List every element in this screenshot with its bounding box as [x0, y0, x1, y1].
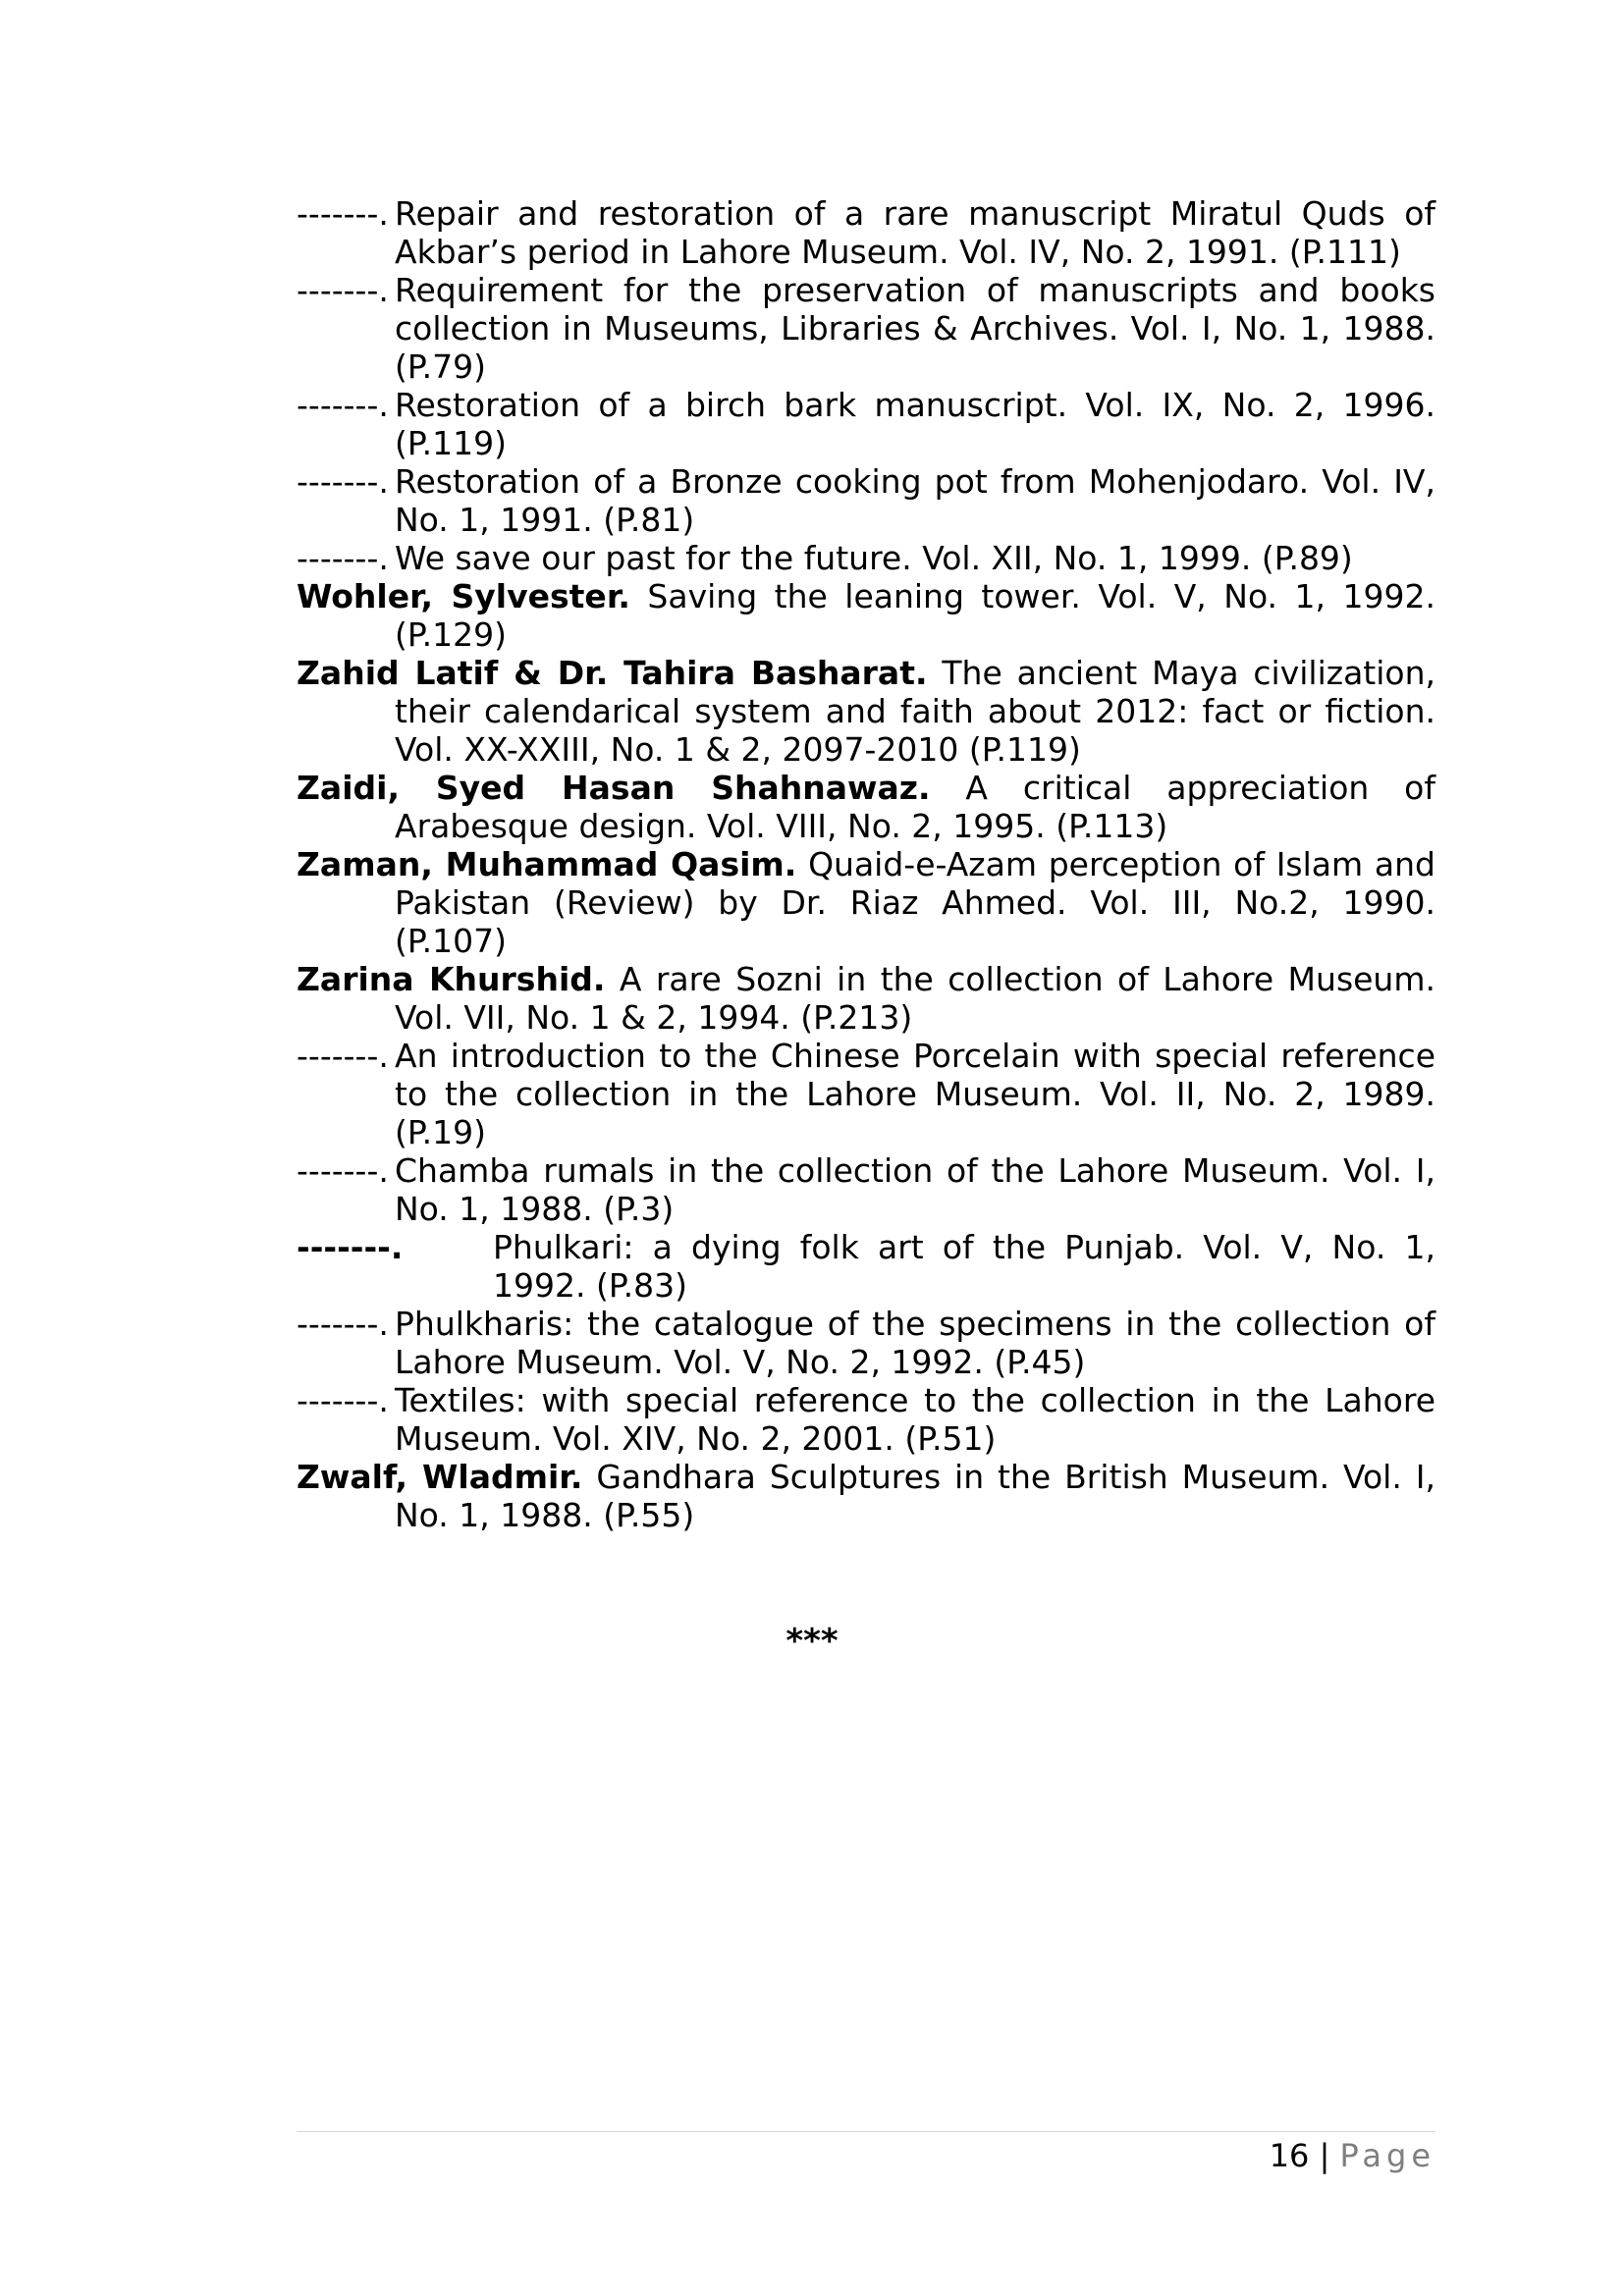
- ditto-dash: -------.: [297, 1037, 389, 1075]
- entry-text: The ancient Maya civilization, their calendarical system and faith about 2012: fact or fiction. Vol. XX-XXIII, No. 1 & 2, 2097-2010 (P.119): [395, 654, 1435, 769]
- footer-pipe: |: [1309, 2137, 1340, 2174]
- bibliography-entry-author: [297, 960, 1435, 1037]
- author-name: Zaidi, Syed Hasan Shahnawaz.: [297, 769, 931, 807]
- bibliography-entry-author: [297, 845, 1435, 960]
- bibliography-entry: [297, 539, 1435, 577]
- section-separator: ***: [785, 1622, 839, 1661]
- bibliography-entry: [297, 386, 1435, 462]
- footer-divider-line: [297, 2131, 1435, 2132]
- entry-text: Restoration of a Bronze cooking pot from Mohenjodaro. Vol. IV, No. 1, 1991. (P.81): [395, 462, 1435, 539]
- ditto-dash: -------.: [297, 1151, 389, 1190]
- bibliography-entry-author: [297, 769, 1435, 845]
- entry-text: A critical appreciation of Arabesque design. Vol. VIII, No. 2, 1995. (P.113): [395, 769, 1435, 845]
- entry-text: Phulkharis: the catalogue of the specimens in the collection of Lahore Museum. Vol. V, No. 2, 1992. (P.45): [395, 1305, 1435, 1381]
- ditto-dash: -------.: [297, 1381, 389, 1419]
- ditto-dash-bold: -------.: [297, 1228, 404, 1266]
- author-name: Zarina Khurshid.: [297, 960, 606, 998]
- entry-text: Quaid-e-Azam perception of Islam and Pakistan (Review) by Dr. Riaz Ahmed. Vol. III, No.2, 1990. (P.107): [395, 845, 1435, 960]
- bibliography-list: [297, 194, 1435, 1534]
- entry-text: Gandhara Sculptures in the British Museum. Vol. I, No. 1, 1988. (P.55): [395, 1458, 1435, 1534]
- bibliography-entry: [297, 194, 1435, 271]
- bibliography-entry: [297, 1305, 1435, 1381]
- entry-text: We save our past for the future. Vol. XII, No. 1, 1999. (P.89): [395, 539, 1353, 577]
- author-name: Zwalf, Wladmir.: [297, 1458, 583, 1496]
- entry-text: Restoration of a birch bark manuscript. Vol. IX, No. 2, 1996. (P.119): [395, 386, 1435, 462]
- ditto-dash: -------.: [297, 271, 389, 309]
- ditto-dash: -------.: [297, 1305, 389, 1343]
- author-name: Zahid Latif & Dr. Tahira Basharat.: [297, 654, 928, 692]
- entry-text: An introduction to the Chinese Porcelain with special reference to the collection in the Lahore Museum. Vol. II, No. 2, 1989. (P.19): [395, 1037, 1435, 1151]
- entry-text: Saving the leaning tower. Vol. V, No. 1, 1992. (P.129): [395, 577, 1435, 654]
- bibliography-entry: [297, 271, 1435, 386]
- bibliography-entry-author: [297, 654, 1435, 769]
- author-name: Zaman, Muhammad Qasim.: [297, 845, 797, 883]
- page-footer: [1270, 2136, 1435, 2175]
- bibliography-entry: [297, 1381, 1435, 1458]
- ditto-dash: -------.: [297, 462, 389, 501]
- entry-text: Chamba rumals in the collection of the Lahore Museum. Vol. I, No. 1, 1988. (P.3): [395, 1151, 1435, 1228]
- page-number: 16: [1269, 2137, 1310, 2174]
- entry-text: Textiles: with special reference to the collection in the Lahore Museum. Vol. XIV, No. 2, 2001. (P.51): [395, 1381, 1435, 1458]
- ditto-dash: -------.: [297, 194, 389, 233]
- entry-text: Requirement for the preservation of manuscripts and books collection in Museums, Libraries & Archives. Vol. I, No. 1, 1988. (P.79): [395, 271, 1435, 386]
- entry-text: A rare Sozni in the collection of Lahore Museum. Vol. VII, No. 1 & 2, 1994. (P.213): [395, 960, 1435, 1037]
- author-name: Wohler, Sylvester.: [297, 577, 630, 615]
- entry-text: Phulkari: a dying folk art of the Punjab. Vol. V, No. 1, 1992. (P.83): [493, 1228, 1435, 1305]
- bibliography-entry: [297, 462, 1435, 539]
- bibliography-entry-author: [297, 577, 1435, 654]
- page-label: Page: [1339, 2137, 1435, 2174]
- bibliography-entry: [297, 1151, 1435, 1228]
- bibliography-entry: [297, 1228, 1435, 1305]
- bibliography-entry-author: [297, 1458, 1435, 1534]
- entry-text: Repair and restoration of a rare manuscript Miratul Quds of Akbar’s period in Lahore Museum. Vol. IV, No. 2, 1991. (P.111): [395, 194, 1435, 271]
- ditto-dash: -------.: [297, 539, 389, 577]
- ditto-dash: -------.: [297, 386, 389, 424]
- bibliography-entry: [297, 1037, 1435, 1151]
